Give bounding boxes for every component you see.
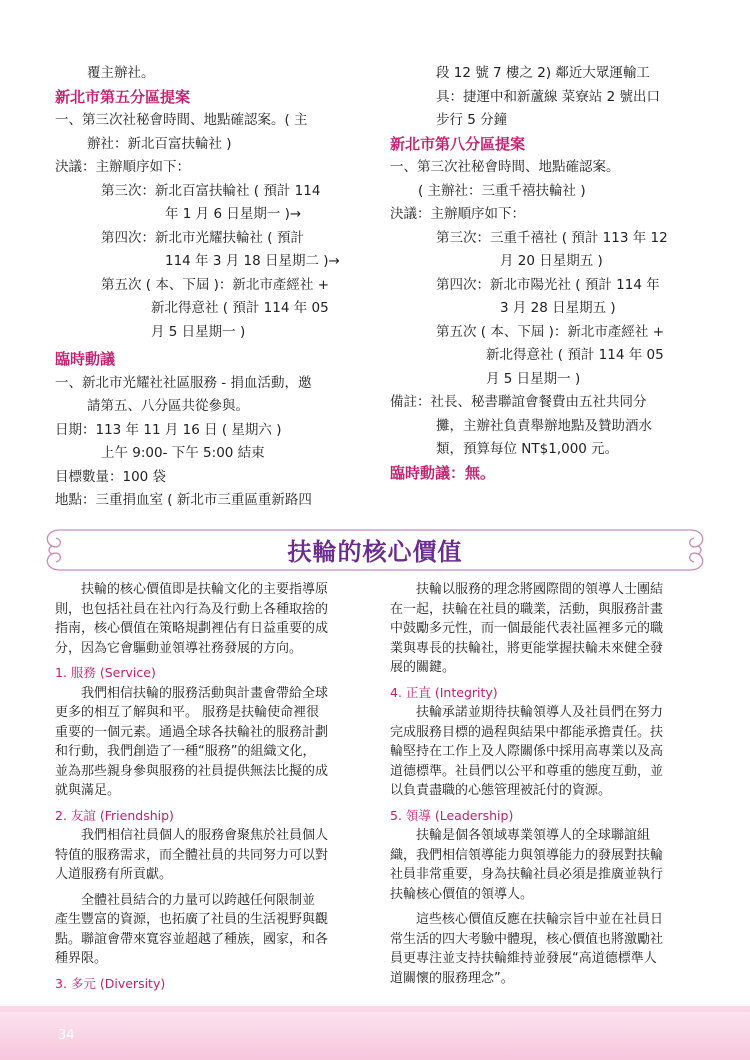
- text-line: 114 年 3 月 18 日星期二 )→: [165, 253, 340, 269]
- text-line: 第五次 ( 本、下屆 )：新北市產經社 +: [101, 276, 330, 293]
- para-line: 中鼓勵多元性，而一個最能代表社區裡多元的職: [390, 621, 664, 636]
- text-line: 第四次：新北市陽光社 ( 預計 114 年: [436, 276, 660, 293]
- para-line: 特值的服務需求，而全體社員的共同努力可以對: [55, 847, 329, 863]
- integrity-heading: 4. 正直 (Integrity): [390, 684, 498, 700]
- para-line: 並為那些親身參與服務的社員提供無法比擬的成: [55, 763, 329, 779]
- diversity-heading: 3. 多元 (Diversity): [55, 975, 166, 991]
- page-number: 34: [58, 1028, 75, 1043]
- para-line: 人道服務有所貢獻。: [55, 867, 173, 882]
- text-line: 月 5 日星期一 ): [486, 370, 581, 387]
- text-line: 第三次：新北百富扶輪社 ( 預計 114: [101, 182, 321, 199]
- service-heading: 1. 服務 (Service): [55, 665, 156, 680]
- text-line: 目標數量：100 袋: [55, 468, 167, 485]
- closing-paragraph: [390, 910, 705, 988]
- motion-heading: 臨時動議：無。: [390, 463, 496, 482]
- text-line: 決議：主辦順序如下：: [390, 206, 525, 222]
- leadership-paragraph: [390, 826, 705, 904]
- para-line: 在一起，扶輪在社員的職業，活動，與服務計畫: [390, 601, 664, 617]
- para-line: 我們相信社員個人的服務會聚焦於社員個人: [81, 828, 329, 843]
- text-line: 第三次：三重千禧社 ( 預計 113 年 12: [436, 229, 668, 246]
- text-line: 年 1 月 6 日星期一 )→: [165, 206, 302, 222]
- intro-paragraph: [55, 580, 363, 658]
- para-line: 扶輪的核心價值即是扶輪文化的主要指導原: [81, 582, 329, 597]
- para-line: 扶輪以服務的理念將國際間的領導人士團結: [416, 582, 664, 597]
- para-line: 織，我們相信領導能力與領導能力的發展對扶輪: [390, 847, 664, 863]
- para-line: 更多的相互了解與和平。 服務是扶輪使命裡很: [55, 705, 320, 720]
- para-line: 重要的一個元素。通過全球各扶輪社的服務計劃: [55, 724, 329, 740]
- text-line: 具：捷運中和新蘆線 菜寮站 2 號出口: [436, 88, 660, 105]
- top-right-column: [390, 62, 705, 485]
- para-line: 常生活的四大考驗中體現，核心價值也將激勵社: [390, 931, 664, 947]
- text-line: 辦社：新北百富扶輪社 ): [87, 135, 232, 152]
- text-line: 地點：三重捐血室 ( 新北市三重區重新路四: [55, 492, 312, 508]
- para-line: 道關懷的服務理念”。: [390, 970, 514, 986]
- para-line: 完成服務目標的過程與結果中都能承擔責任。扶: [390, 724, 664, 740]
- para-line: 產生豐富的資源，也拓廣了社員的生活視野與觀: [55, 912, 329, 927]
- text-line: 覆主辦社。: [87, 65, 155, 81]
- text-line: 新北得意社 ( 預計 114 年 05: [486, 347, 664, 363]
- text-line: 一、新北市光耀社社區服務 - 捐血活動，邀: [55, 374, 312, 391]
- service-paragraph: [55, 684, 363, 801]
- integrity-paragraph: [390, 703, 705, 801]
- section-banner: [40, 522, 710, 578]
- text-line: 段 12 號 7 樓之 2) 鄰近大眾運輸工: [436, 65, 650, 81]
- para-line: 和行動，我們創造了一種“服務”的組織文化，: [55, 744, 316, 759]
- text-line: 決議：主辦順序如下：: [55, 159, 190, 175]
- text-line: 第四次：新北市光耀扶輪社 ( 預計: [101, 229, 304, 246]
- bottom-right-column: [390, 580, 705, 988]
- text-line: 攤，主辦社負責舉辦地點及贊助酒水: [436, 417, 652, 434]
- text-line: 3 月 28 日星期五 ): [500, 300, 616, 316]
- para-line: 指南，核心價值在策略規劃裡佔有日益重要的成: [55, 621, 329, 636]
- text-line: 請第五、八分區共從參與。: [87, 398, 249, 414]
- para-line: 社員非常重要，身為扶輪社員必須是推廣並執行: [390, 867, 664, 882]
- para-line: 則，也包括社員在社內行為及行動上各種取捨的: [55, 601, 329, 617]
- text-line: 月 20 日星期五 ): [500, 253, 603, 269]
- para-line: 就與滿足。: [55, 783, 121, 798]
- text-line: 月 5 日星期一 ): [151, 323, 246, 340]
- para-line: 全體社員結合的力量可以跨越任何限制並: [81, 892, 316, 908]
- leadership-heading: 5. 領導 (Leadership): [390, 807, 514, 823]
- text-line: ( 主辦社：三重千禧扶輪社 ): [418, 182, 586, 199]
- para-line: 種界限。: [55, 951, 108, 966]
- text-line: 上午 9:00- 下午 5:00 結束: [101, 445, 265, 461]
- friendship-paragraph-2: [55, 891, 363, 969]
- para-line: 道德標準。社員們以公平和尊重的態度互動，並: [390, 763, 664, 779]
- text-line: 一、第三次社秘會時間、地點確認案。: [390, 159, 620, 175]
- para-line: 我們相信扶輪的服務活動與計畫會帶給全球: [81, 685, 329, 701]
- bottom-left-column: [55, 580, 363, 994]
- text-line: 日期：113 年 11 月 16 日 ( 星期六 ): [55, 421, 282, 438]
- para-line: 員更專注並支持扶輪維持並發展“高道德標準人: [390, 951, 657, 966]
- para-line: 以負責盡職的心態管理被託付的資源。: [390, 783, 612, 798]
- para-line: 點。聯誼會帶來寬容並超越了種族，國家，和各: [55, 931, 329, 947]
- text-line: 第五次 ( 本、下屆 )：新北市產經社 +: [436, 323, 665, 340]
- banner-title: 扶輪的核心價值: [287, 538, 463, 566]
- friendship-paragraph: [55, 826, 363, 885]
- section5-heading: 新北市第五分區提案: [55, 87, 191, 106]
- para-line: 這些核心價值反應在扶輪宗旨中並在社員日: [416, 912, 664, 927]
- friendship-heading: 2. 友誼 (Friendship): [55, 807, 174, 823]
- page-footer: [0, 1012, 750, 1060]
- para-line: 分，因為它會驅動並領導社務發展的方向。: [55, 640, 303, 656]
- section8-heading: 新北市第八分區提案: [390, 134, 526, 153]
- text-line: 備註：社長、秘書聯誼會餐費由五社共同分: [390, 394, 647, 410]
- text-line: 步行 5 分鐘: [436, 112, 508, 128]
- para-line: 輪堅持在工作上及人際關係中採用高專業以及高: [390, 744, 664, 759]
- text-line: 新北得意社 ( 預計 114 年 05: [151, 300, 329, 316]
- top-left-column: [55, 62, 365, 513]
- para-line: 扶輪是個各領域專業領導人的全球聯誼組: [416, 828, 651, 843]
- para-line: 扶輪承諾並期待扶輪領導人及社員們在努力: [416, 705, 664, 720]
- para-line: 展的關鍵。: [390, 660, 456, 675]
- motion-heading: 臨時動議: [55, 350, 116, 368]
- text-line: 一、第三次社秘會時間、地點確認案。( 主: [55, 112, 308, 128]
- para-line: 扶輪核心價值的領導人。: [390, 886, 534, 902]
- text-line: 類，預算每位 NT$1,000 元。: [436, 441, 619, 457]
- para-line: 業與專長的扶輪社，將更能掌握扶輪未來健全發: [390, 640, 664, 656]
- diversity-paragraph: [390, 580, 705, 678]
